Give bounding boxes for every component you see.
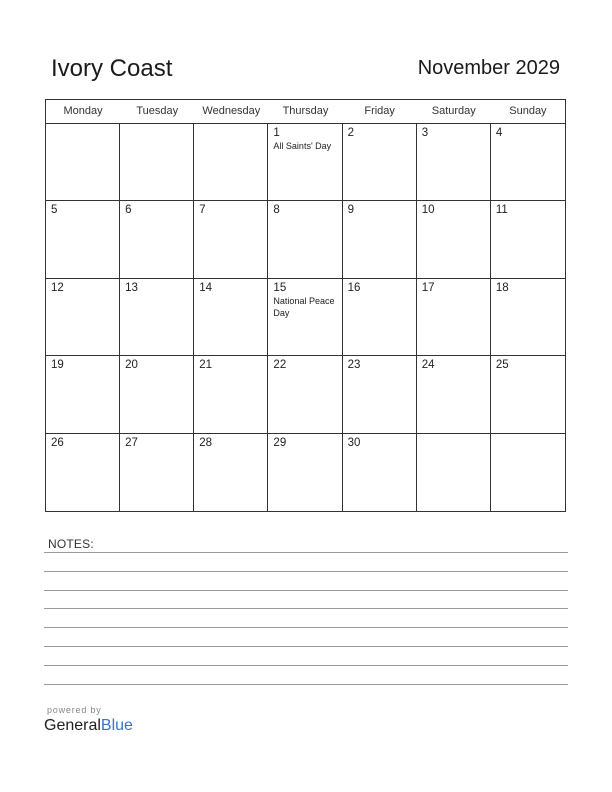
day-cell <box>343 279 417 356</box>
note-line <box>44 627 568 628</box>
day-cell <box>120 201 194 278</box>
day-number: 1 <box>273 127 280 139</box>
day-cell <box>491 356 565 433</box>
day-number: 28 <box>199 436 213 449</box>
day-cell <box>120 124 194 201</box>
day-cell <box>491 434 565 511</box>
day-cell <box>343 434 417 511</box>
day-cell <box>268 201 342 278</box>
day-number: 8 <box>273 204 280 217</box>
day-number: 12 <box>51 281 64 294</box>
day-number: 16 <box>347 281 361 294</box>
day-number: 14 <box>199 281 213 294</box>
weekday-wednesday: Wednesday <box>202 105 261 117</box>
day-number: 20 <box>125 359 138 372</box>
day-cell <box>46 279 120 356</box>
day-number: 10 <box>421 204 435 217</box>
holiday-label: National Peace Day <box>273 295 335 318</box>
day-cell <box>417 434 491 511</box>
brand-blue: Blue <box>100 717 133 734</box>
weekday-thursday: Thursday <box>282 105 329 117</box>
generalblue-logo <box>44 717 133 735</box>
day-number: 30 <box>347 436 361 449</box>
day-cell <box>268 279 342 356</box>
weekday-sunday: Sunday <box>509 105 547 117</box>
month-title: November 2029 <box>417 57 560 79</box>
weekday-friday: Friday <box>364 105 395 117</box>
day-cell <box>491 279 565 356</box>
day-cell <box>417 279 491 356</box>
day-number: 2 <box>347 127 354 139</box>
day-number: 11 <box>495 204 508 217</box>
day-cell <box>46 356 120 433</box>
day-cell <box>491 201 565 278</box>
day-cell <box>194 434 268 511</box>
day-number: 26 <box>51 436 64 449</box>
day-cell <box>343 356 417 433</box>
day-number: 17 <box>421 281 435 294</box>
day-cells <box>46 124 565 511</box>
weekday-tuesday: Tuesday <box>136 105 179 117</box>
day-cell <box>417 124 491 201</box>
note-line <box>44 552 568 553</box>
day-number: 4 <box>495 127 503 139</box>
weekday-monday: Monday <box>63 105 103 117</box>
day-number: 13 <box>125 281 138 294</box>
note-line <box>44 646 568 647</box>
day-cell <box>268 434 342 511</box>
note-line <box>44 665 568 666</box>
day-cell <box>46 124 120 201</box>
day-cell <box>120 356 194 433</box>
calendar-grid <box>45 99 566 512</box>
holiday-label: All Saints' Day <box>273 141 332 151</box>
day-number: 7 <box>199 204 206 217</box>
weekday-saturday: Saturday <box>431 105 476 117</box>
day-number: 9 <box>347 204 354 217</box>
country-title: Ivory Coast <box>51 55 173 82</box>
day-cell <box>194 124 268 201</box>
note-line <box>44 590 568 591</box>
note-line <box>44 571 568 572</box>
note-line <box>44 608 568 609</box>
day-number: 19 <box>51 359 64 372</box>
day-cell <box>268 356 342 433</box>
brand-general: General <box>44 717 101 734</box>
day-number: 18 <box>495 281 509 294</box>
day-number: 27 <box>125 436 138 449</box>
day-number: 22 <box>273 359 287 372</box>
day-cell <box>46 434 120 511</box>
day-number: 6 <box>125 204 132 217</box>
day-cell <box>194 356 268 433</box>
day-number: 25 <box>495 359 509 372</box>
day-cell <box>194 201 268 278</box>
day-number: 3 <box>421 127 429 139</box>
day-number: 23 <box>347 359 361 372</box>
day-cell <box>120 279 194 356</box>
day-cell <box>46 201 120 278</box>
day-cell <box>120 434 194 511</box>
note-line <box>44 684 568 685</box>
day-number: 5 <box>51 204 58 217</box>
day-number: 24 <box>421 359 435 372</box>
day-cell <box>194 279 268 356</box>
day-cell <box>417 356 491 433</box>
day-cell <box>343 201 417 278</box>
day-cell <box>343 124 417 201</box>
notes-label: NOTES: <box>48 537 94 551</box>
day-cell <box>491 124 565 201</box>
day-cell <box>268 124 342 201</box>
day-cell <box>417 201 491 278</box>
powered-by-text: powered by <box>47 705 102 715</box>
day-number: 29 <box>273 436 287 449</box>
day-number: 21 <box>199 359 213 372</box>
weekday-header-row <box>46 100 565 124</box>
day-number: 15 <box>273 281 287 294</box>
